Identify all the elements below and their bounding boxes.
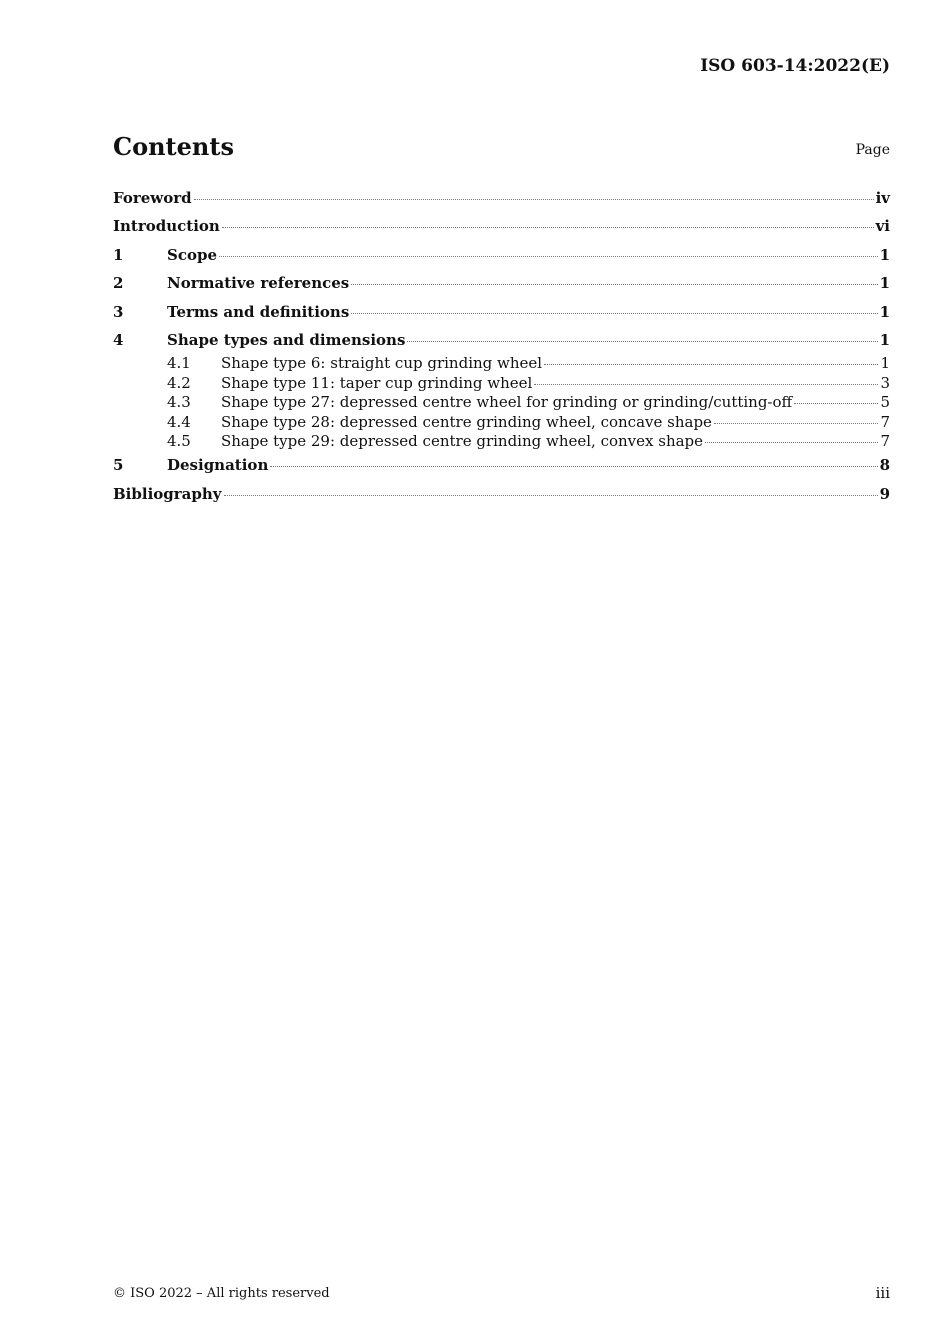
toc-entry[interactable] bbox=[113, 393, 890, 412]
toc-entry-number: 1 bbox=[113, 245, 124, 264]
toc-entry[interactable] bbox=[113, 413, 890, 432]
copyright-notice: © ISO 2022 – All rights reserved bbox=[113, 1286, 330, 1301]
toc-entry-title: Normative references bbox=[167, 274, 350, 293]
document-id: ISO 603-14:2022(E) bbox=[700, 56, 890, 76]
toc-entry[interactable] bbox=[113, 451, 890, 479]
toc-entry-page: 5 bbox=[880, 393, 890, 412]
toc-entry[interactable] bbox=[113, 374, 890, 393]
contents-heading: Contents bbox=[113, 132, 234, 161]
toc-dot-leader bbox=[219, 256, 878, 257]
toc-entry-title: Shape type 11: taper cup grinding wheel bbox=[221, 373, 533, 392]
toc-dot-leader bbox=[705, 442, 878, 443]
toc-entry-number: 4.1 bbox=[167, 354, 191, 373]
toc-entry[interactable] bbox=[113, 326, 890, 354]
toc-dot-leader bbox=[222, 227, 874, 228]
toc-entry-page: 3 bbox=[880, 373, 890, 392]
toc-entry-title: Shape type 28: depressed centre grinding wheel, concave shape bbox=[221, 412, 712, 431]
toc-entry-page: 7 bbox=[880, 412, 890, 431]
toc-entry-title: Designation bbox=[167, 456, 269, 475]
toc-entry-title: Shape type 27: depressed centre wheel for grinding or grinding/cutting-off bbox=[221, 393, 793, 412]
toc-entry-number: 4.2 bbox=[167, 373, 191, 392]
toc-dot-leader bbox=[534, 384, 878, 385]
toc-entry[interactable] bbox=[113, 354, 890, 373]
toc-entry-title: Shape type 29: depressed centre grinding wheel, convex shape bbox=[221, 431, 704, 450]
toc-entry[interactable] bbox=[113, 432, 890, 451]
toc-entry-number: 4.3 bbox=[167, 393, 191, 412]
toc-dot-leader bbox=[351, 284, 877, 285]
toc-entry-number: 4.5 bbox=[167, 431, 191, 450]
toc-entry-page: vi bbox=[875, 217, 890, 236]
toc-entry-page: 1 bbox=[879, 302, 890, 321]
toc-dot-leader bbox=[544, 364, 878, 365]
toc-dot-leader bbox=[407, 341, 877, 342]
toc-dot-leader bbox=[351, 313, 877, 314]
toc-entry-page: 1 bbox=[879, 330, 890, 349]
toc-dot-leader bbox=[270, 466, 877, 467]
toc-entry-title: Bibliography bbox=[113, 484, 222, 503]
toc-entry-page: 9 bbox=[879, 484, 890, 503]
page-number: iii bbox=[875, 1284, 890, 1302]
toc-entry-number: 4.4 bbox=[167, 412, 191, 431]
toc-entry-number: 2 bbox=[113, 274, 124, 293]
toc-dot-leader bbox=[714, 423, 879, 424]
page-column-label: Page bbox=[855, 142, 890, 158]
toc-entry[interactable] bbox=[113, 184, 890, 212]
toc-entry-page: 1 bbox=[879, 245, 890, 264]
toc-entry-title: Terms and definitions bbox=[167, 302, 350, 321]
toc-entry-page: 7 bbox=[880, 431, 890, 450]
toc-entry-title: Foreword bbox=[113, 189, 192, 207]
toc-entry[interactable] bbox=[113, 298, 890, 326]
table-of-contents bbox=[113, 184, 890, 508]
toc-entry-title: Shape types and dimensions bbox=[167, 330, 406, 349]
toc-entry-page: 1 bbox=[879, 274, 890, 293]
toc-entry-number: 3 bbox=[113, 302, 124, 321]
toc-entry[interactable] bbox=[113, 480, 890, 508]
toc-entry-page: 8 bbox=[879, 456, 890, 475]
toc-dot-leader bbox=[224, 495, 878, 496]
toc-entry-page: 1 bbox=[880, 354, 890, 373]
toc-dot-leader bbox=[794, 403, 878, 404]
toc-dot-leader bbox=[194, 199, 874, 200]
toc-entry-page: iv bbox=[875, 189, 890, 207]
toc-entry-title: Introduction bbox=[113, 217, 220, 236]
toc-entry[interactable] bbox=[113, 212, 890, 240]
toc-entry-number: 5 bbox=[113, 456, 124, 475]
toc-entry-title: Shape type 6: straight cup grinding wheel bbox=[221, 354, 543, 373]
toc-entry[interactable] bbox=[113, 269, 890, 297]
toc-entry-number: 4 bbox=[113, 330, 124, 349]
toc-entry[interactable] bbox=[113, 241, 890, 269]
toc-entry-title: Scope bbox=[167, 245, 218, 264]
